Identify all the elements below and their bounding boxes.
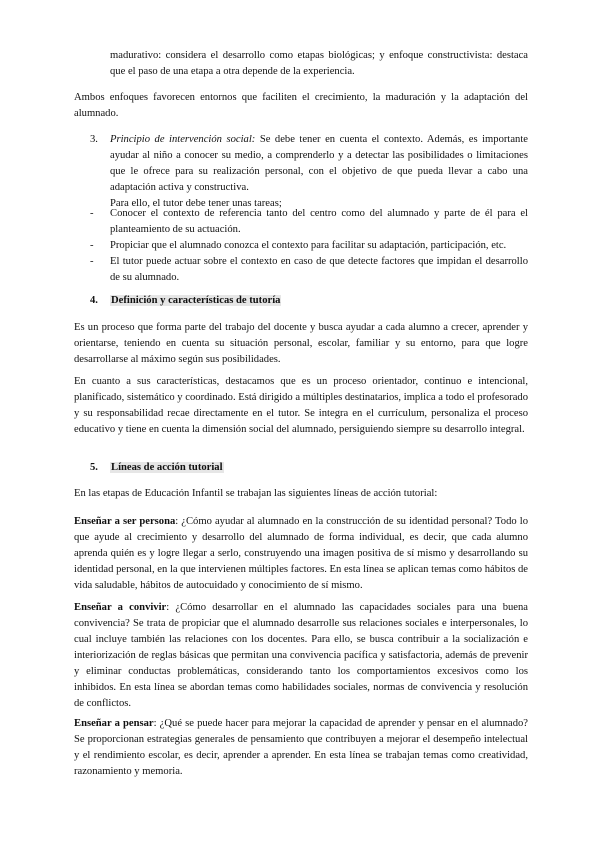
section-5-heading [90, 460, 224, 476]
line-pensar [74, 716, 528, 780]
task-item [90, 238, 528, 254]
task-item [90, 254, 528, 286]
line-text: : ¿Qué se puede hacer para mejorar la capacidad de aprender y pensar en el alumnado? Se proporcionan estrategias generales de pensamiento que contribuyen a mejorar el desempeño intelectual y el rendimiento escolar, es decir, aprender a aprender. En esta línea se trabajan temas como creatividad, razonamiento y memoria. [74, 718, 528, 777]
principle-3-number: 3. [90, 134, 98, 145]
list-dash: - [90, 240, 94, 251]
continuation-paragraph: madurativo: considera el desarrollo como etapas biológicas; y enfoque constructivista: destaca que el paso de una etapa a otra depende de la experiencia. [110, 50, 528, 77]
task-item [90, 206, 528, 238]
section-4-heading [90, 293, 281, 309]
line-convivir [74, 600, 528, 712]
task-text: Propiciar que el alumnado conozca el contexto para facilitar su adaptación, participación, etc. [110, 240, 507, 251]
line-label: Enseñar a ser persona [74, 516, 176, 527]
list-dash: - [90, 256, 94, 267]
principle-3-body: Se debe tener en cuenta el contexto. Además, es importante ayudar al niño a conocer su medio, a comprenderlo y a detectar las posibilidades o limitaciones que le ofrece para su realización personal, con el objetivo de que pueda llevar a cabo una adaptación activa y constructiva. [110, 134, 528, 193]
task-text: El tutor puede actuar sobre el contexto en caso de que detecte factores que impidan el desarrollo de su alumnado. [110, 256, 528, 283]
section-4-paragraph-2: En cuanto a sus características, destacamos que es un proceso orientador, continuo e intencional, planificado, sistemático y coordinado. Está dirigido a múltiples destinatarios, implica a todo el profesorado y su responsabilidad recae directamente en el tutor. Se integra en el currículum, personaliza el proceso educativo y tiene en cuenta la dimensión social del alumnado, persiguiendo siempre su desarrollo integral. [74, 376, 528, 435]
tasks-intro: Para ello, el tutor debe tener unas tareas; [110, 198, 282, 209]
principle-3-text [110, 132, 528, 196]
principle-3-item [90, 132, 528, 212]
section-4-title: Definición y características de tutoría [111, 295, 281, 306]
section-5-title: Líneas de acción tutorial [111, 462, 223, 473]
principle-3-title: Principio de intervención social: [110, 134, 256, 145]
line-label: Enseñar a pensar [74, 718, 154, 729]
line-text: : ¿Cómo ayudar al alumnado en la construcción de su identidad personal? Todo lo que ayude al crecimiento y desarrollo del alumnado de forma individual, es decir, que cada alumno aprenda quién es y logre llegar a serlo, construyendo una imagen positiva de sí mismo y desarrollando su identidad personal, en la que intervienen múltiples factores. En esta línea se aplican temas como hábitos de vida saludable, hábitos de autocuidado y conocimiento de sí mismo. [74, 516, 528, 591]
task-text: Conocer el contexto de referencia tanto del centro como del alumnado y parte de él para el planteamiento de su actuación. [110, 208, 528, 235]
line-ser-persona [74, 514, 528, 594]
line-text: : ¿Cómo desarrollar en el alumnado las capacidades sociales para una buena convivencia? Se trata de propiciar que el alumnado desarrolle sus relaciones sociales e interpersonales, lo cual incluye también las relaciones con los docentes. Para ello, se busca contribuir a la socialización e interiorización de reglas básicas que permitan una convivencia pacífica y satisfactoria, además de prevenir y eliminar conductas problemáticas, considerando tanto los comportamientos excesivos como los inhibidos. En esta línea se abordan temas como habilidades sociales, normas de convivencia y resolución de conflictos. [74, 602, 528, 709]
section-4-paragraph-1: Es un proceso que forma parte del trabajo del docente y busca ayudar a cada alumno a crecer, aprender y orientarse, teniendo en cuenta su situación personal, escolar, familiar y su entorno, para que logre desarrollarse al máximo según sus posibilidades. [74, 322, 528, 365]
line-label: Enseñar a convivir [74, 602, 167, 613]
section-5-number: 5. [90, 462, 98, 473]
section-5-intro: En las etapas de Educación Infantil se trabajan las siguientes líneas de acción tutorial: [74, 488, 438, 499]
intro-paragraph: Ambos enfoques favorecen entornos que faciliten el crecimiento, la maduración y la adaptación del alumnado. [74, 92, 528, 119]
section-4-number: 4. [90, 295, 98, 306]
list-dash: - [90, 208, 94, 219]
